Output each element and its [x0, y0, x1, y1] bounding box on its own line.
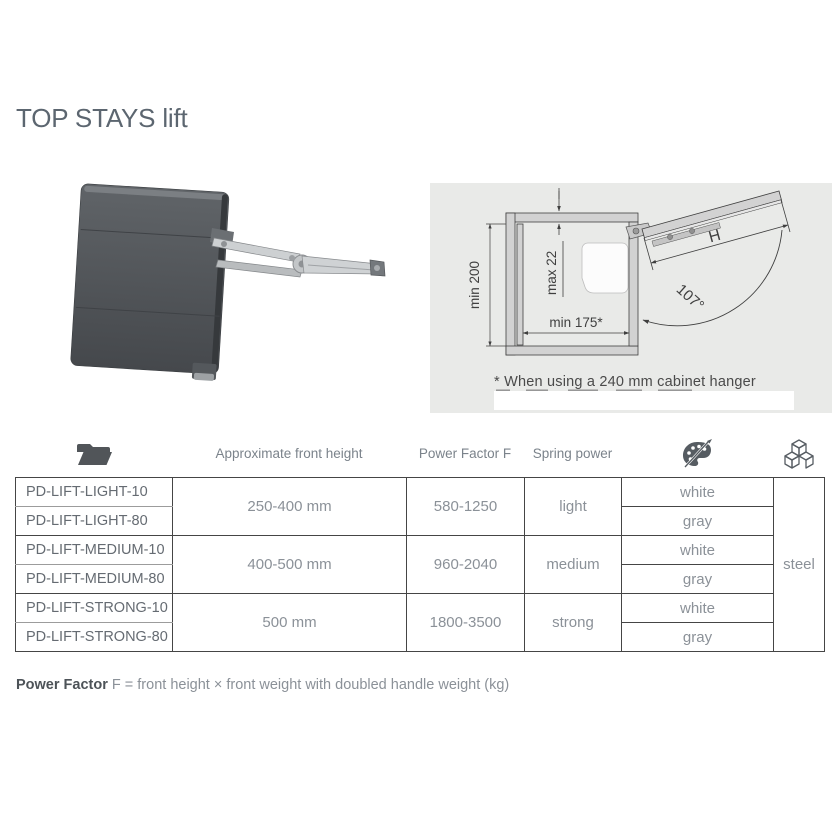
installation-diagram: [430, 183, 832, 413]
color-cell: white: [622, 536, 774, 565]
header-spring-power: Spring power: [532, 446, 613, 461]
min-height-dimension: [486, 224, 506, 346]
folder-icon: [75, 440, 113, 468]
min-depth-label: min 175*: [549, 315, 603, 330]
table-row: [16, 536, 825, 565]
spring-power-cell: light: [525, 478, 622, 536]
front-height-cell: 400-500 mm: [173, 536, 407, 594]
page-title: TOP STAYS lift: [16, 103, 188, 133]
redacted-line: [494, 390, 794, 411]
power-factor-footnote: [16, 677, 509, 693]
max-gap-label: max 22: [544, 250, 559, 295]
door-panel: [70, 184, 229, 382]
diagram-note: * When using a 240 mm cabinet hanger: [494, 374, 756, 390]
footnote-term: Power Factor: [16, 677, 108, 693]
power-factor-cell: 1800-3500: [407, 594, 525, 652]
header-front-height: Approximate front height: [215, 446, 363, 461]
lift-arm: [210, 228, 385, 277]
front-height-cell: 250-400 mm: [173, 478, 407, 536]
header-product: [15, 430, 172, 477]
min-height-label: min 200: [467, 260, 482, 310]
product-code: PD-LIFT-STRONG-80: [16, 623, 173, 652]
front-height-cell: 500 mm: [173, 594, 407, 652]
spring-power-cell: strong: [525, 594, 622, 652]
header-material: [773, 430, 824, 477]
power-factor-cell: 580-1250: [407, 478, 525, 536]
header-power-factor: Power Factor F: [418, 446, 512, 461]
product-code: PD-LIFT-MEDIUM-10: [16, 536, 173, 565]
product-code: PD-LIFT-MEDIUM-80: [16, 565, 173, 594]
color-cell: white: [622, 478, 774, 507]
material-cell: steel: [774, 478, 825, 652]
palette-icon: [681, 439, 713, 469]
table-header: [15, 430, 824, 477]
spring-power-cell: medium: [525, 536, 622, 594]
product-table: [15, 477, 825, 652]
product-photo: [62, 176, 390, 386]
max-gap-dimension: [559, 188, 563, 297]
color-cell: gray: [622, 623, 774, 652]
lift-unit-outline: [582, 243, 628, 293]
table-row: [16, 594, 825, 623]
front-height-label: H: [706, 226, 723, 247]
dimension-drawing: [430, 183, 832, 413]
header-color: [621, 430, 773, 477]
color-cell: white: [622, 594, 774, 623]
cubes-icon: [783, 438, 815, 470]
spec-table: [15, 430, 824, 652]
product-code: PD-LIFT-STRONG-10: [16, 594, 173, 623]
power-factor-cell: 960-2040: [407, 536, 525, 594]
table-row: [16, 478, 825, 507]
color-cell: gray: [622, 507, 774, 536]
opening-angle-label: 107°: [672, 280, 708, 315]
footnote-definition: F = front height × front weight with doubled handle weight (kg): [107, 677, 510, 693]
product-code: PD-LIFT-LIGHT-10: [16, 478, 173, 507]
lift-mechanism-illustration: [62, 176, 390, 386]
color-cell: gray: [622, 565, 774, 594]
product-code: PD-LIFT-LIGHT-80: [16, 507, 173, 536]
